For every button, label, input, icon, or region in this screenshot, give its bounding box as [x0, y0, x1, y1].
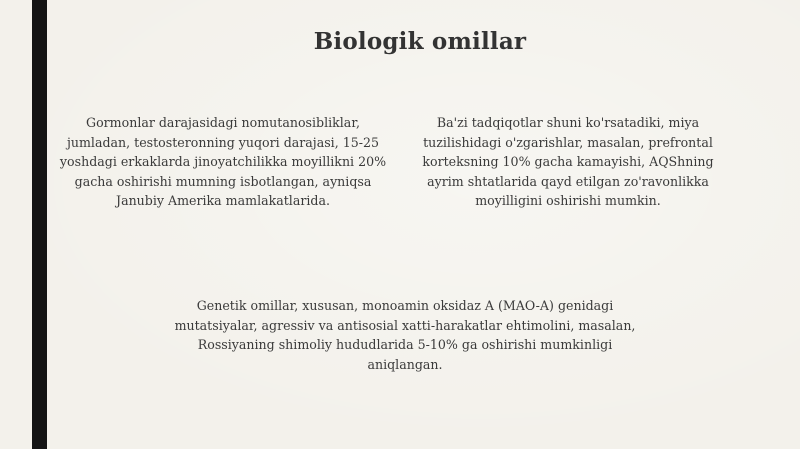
left-accent-bar	[32, 0, 47, 449]
slide-title: Biologik omillar	[313, 28, 527, 55]
paragraph-brain-structure: Ba'zi tadqiqotlar shuni ko'rsatadiki, miya tuzilishidagi o'zgarishlar, masalan, prefrontal korteksning 10% gacha kamayishi, AQShning ayrim shtatlarida qayd etilgan zo'ravonlikka moyilligini oshirishi mumkin.	[422, 115, 714, 208]
paragraph-hormones: Gormonlar darajasidagi nomutanosibliklar, jumladan, testosteronning yuqori darajasi, 15-25 yoshdagi erkaklarda jinoyatchilikka moyillikni 20% gacha oshirishi mumning isbotlangan, ayniqsa Janubiy Amerika mamlakatlarida.	[59, 115, 387, 208]
paragraph-genetics: Genetik omillar, xususan, monoamin oksidaz A (MAO-A) genidagi mutatsiyalar, agressiv va antisosial xatti-harakatlar ehtimolini, masalan, Rossiyaning shimoliy hududlarida 5-10% ga oshirishi mumkinligi aniqlangan.	[174, 298, 636, 372]
